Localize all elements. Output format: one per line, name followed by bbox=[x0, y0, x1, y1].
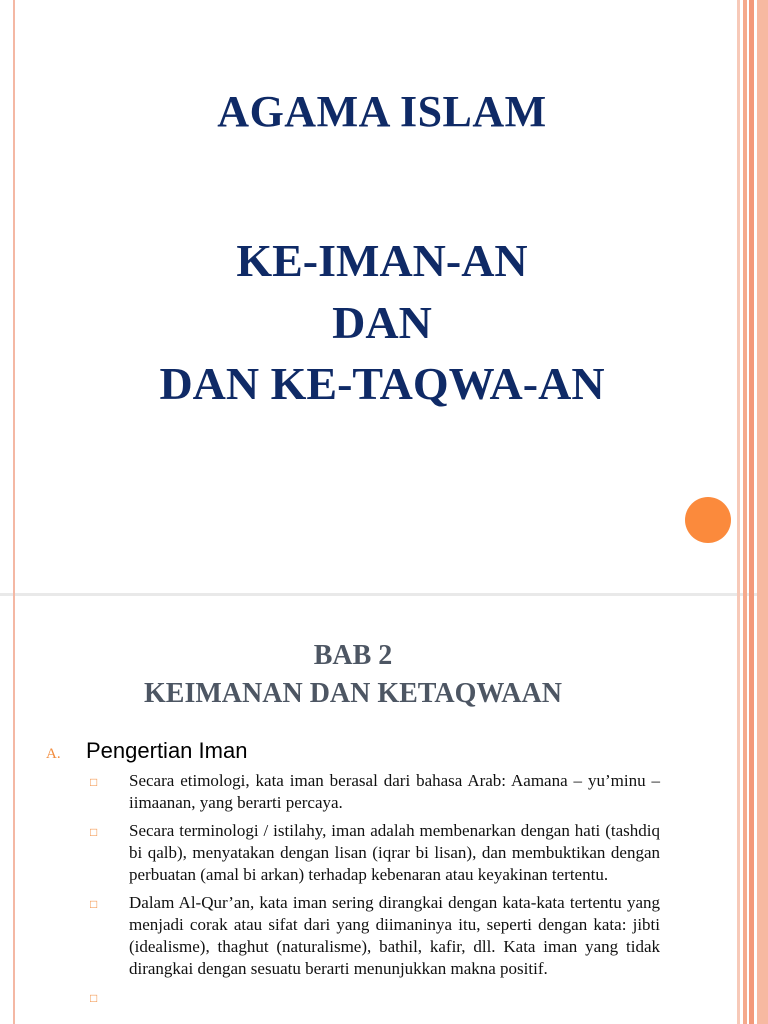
section-heading: Pengertian Iman bbox=[86, 738, 248, 763]
square-bullet-icon: □ bbox=[90, 775, 98, 789]
section-heading-row bbox=[46, 738, 247, 764]
left-border-line bbox=[13, 0, 15, 1024]
section-letter: A. bbox=[46, 746, 61, 762]
right-stripe-4 bbox=[757, 0, 768, 1024]
bullet-text: Secara terminologi / istilahy, iman adalah membenarkan dengan hati (tashdiq bi qalb), menyatakan dengan lisan (iqrar bi lisan), dan membuktikan dengan perbuatan (amal bi arkan) terhadap kebenaran atau keyakinan tertentu. bbox=[129, 821, 660, 884]
slide-subtitle-line-1: KE-IMAN-AN bbox=[236, 235, 528, 286]
square-bullet-icon: □ bbox=[90, 991, 98, 1005]
slide-subtitle-line-3: DAN KE-TAQWA-AN bbox=[159, 358, 605, 409]
slide-subtitle-line-2: DAN bbox=[332, 297, 432, 348]
chapter-title: KEIMANAN DAN KETAQWAAN bbox=[144, 678, 562, 709]
list-item bbox=[90, 892, 660, 980]
bullet-list bbox=[90, 770, 660, 1005]
bullet-text: Dalam Al-Qur’an, kata iman sering dirangkai dengan kata-kata tertentu yang menjadi corak atau sifat dari yang diimaninya itu, seperti dengan kata: jibti (idealisme), thaghut (naturalisme), bathil, kafir, dll. Kata iman yang tidak dirangkai dengan sesuatu berarti menunjukkan makna positif. bbox=[129, 893, 660, 978]
square-bullet-icon: □ bbox=[90, 825, 98, 839]
bullet-text: Secara etimologi, kata iman berasal dari bahasa Arab: Aamana – yu’minu – iimaanan, yang berarti percaya. bbox=[129, 771, 660, 812]
right-stripe-3 bbox=[749, 0, 754, 1024]
right-stripe-2 bbox=[743, 0, 747, 1024]
slide-title: AGAMA ISLAM bbox=[217, 87, 547, 136]
list-item bbox=[90, 820, 660, 886]
list-item-partial bbox=[90, 986, 660, 1005]
slide-divider bbox=[0, 593, 768, 596]
chapter-number: BAB 2 bbox=[313, 640, 393, 671]
right-stripe-1 bbox=[737, 0, 740, 1024]
square-bullet-icon: □ bbox=[90, 897, 98, 911]
decorative-circle-icon bbox=[685, 497, 731, 543]
list-item bbox=[90, 770, 660, 814]
